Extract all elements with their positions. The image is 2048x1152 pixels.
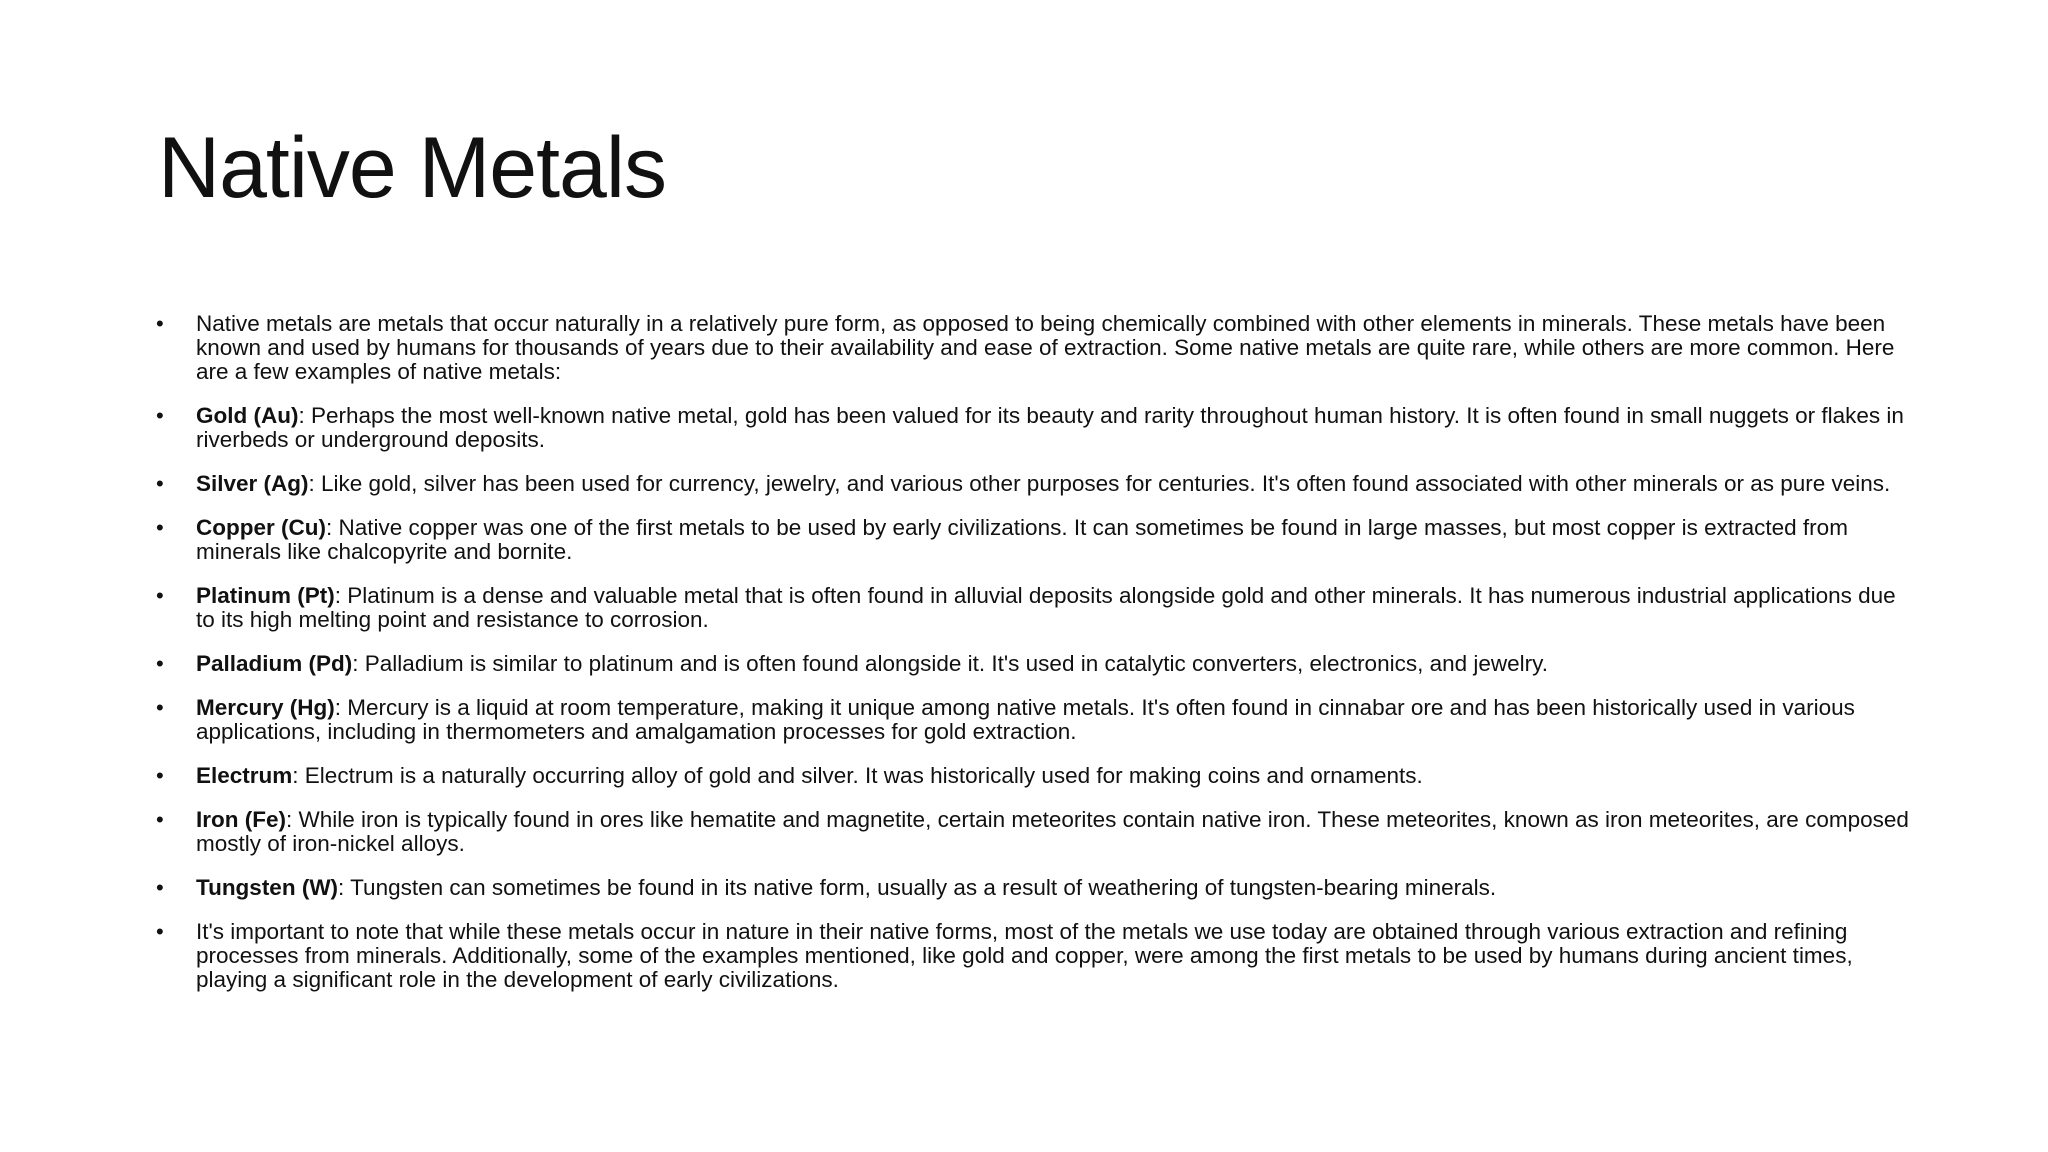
- bullet-glyph: •: [156, 583, 164, 608]
- bullet-item-electrum: [150, 764, 1910, 788]
- bullet-term: Iron (Fe): [196, 807, 286, 832]
- slide-title: Native Metals: [158, 120, 666, 216]
- bullet-text: : Perhaps the most well-known native metal, gold has been valued for its beauty and rarity throughout human history. It is often found in small nuggets or flakes in riverbeds or underground deposits.: [196, 403, 1904, 452]
- bullet-list: [150, 312, 1910, 1012]
- bullet-text: : Mercury is a liquid at room temperature, making it unique among native metals. It's often found in cinnabar ore and has been historically used in various applications, including in thermometers and amalgamation processes for gold extraction.: [196, 695, 1855, 744]
- bullet-text: Native metals are metals that occur naturally in a relatively pure form, as opposed to being chemically combined with other elements in minerals. These metals have been known and used by humans for thousands of years due to their availability and ease of extraction. Some native metals are quite rare, while others are more common. Here are a few examples of native metals:: [196, 311, 1895, 384]
- bullet-text: : Platinum is a dense and valuable metal that is often found in alluvial deposits alongside gold and other minerals. It has numerous industrial applications due to its high melting point and resistance to corrosion.: [196, 583, 1896, 632]
- bullet-glyph: •: [156, 807, 164, 832]
- bullet-item-copper: [150, 516, 1910, 564]
- bullet-term: Silver (Ag): [196, 471, 309, 496]
- bullet-text: : Native copper was one of the first metals to be used by early civilizations. It can sometimes be found in large masses, but most copper is extracted from minerals like chalcopyrite and bornite.: [196, 515, 1848, 564]
- bullet-term: Platinum (Pt): [196, 583, 335, 608]
- bullet-term: Palladium (Pd): [196, 651, 353, 676]
- bullet-glyph: •: [156, 763, 164, 788]
- bullet-item-intro: [150, 312, 1910, 384]
- bullet-term: Copper (Cu): [196, 515, 326, 540]
- bullet-glyph: •: [156, 311, 164, 336]
- bullet-text: : Like gold, silver has been used for currency, jewelry, and various other purposes for centuries. It's often found associated with other minerals or as pure veins.: [308, 471, 1891, 496]
- bullet-item-gold: [150, 404, 1910, 452]
- bullet-item-conclusion: [150, 920, 1910, 992]
- bullet-text: : Electrum is a naturally occurring alloy of gold and silver. It was historically used for making coins and ornaments.: [292, 763, 1423, 788]
- bullet-item-mercury: [150, 696, 1910, 744]
- bullet-item-tungsten: [150, 876, 1910, 900]
- bullet-term: Electrum: [196, 763, 293, 788]
- bullet-glyph: •: [156, 515, 164, 540]
- bullet-text: : Palladium is similar to platinum and is often found alongside it. It's used in catalytic converters, electronics, and jewelry.: [352, 651, 1548, 676]
- bullet-glyph: •: [156, 471, 164, 496]
- bullet-term: Tungsten (W): [196, 875, 339, 900]
- bullet-glyph: •: [156, 919, 164, 944]
- bullet-text: : While iron is typically found in ores like hematite and magnetite, certain meteorites contain native iron. These meteorites, known as iron meteorites, are composed mostly of iron-nickel alloys.: [196, 807, 1909, 856]
- bullet-term: Gold (Au): [196, 403, 299, 428]
- bullet-item-palladium: [150, 652, 1910, 676]
- bullet-term: Mercury (Hg): [196, 695, 335, 720]
- bullet-text: : Tungsten can sometimes be found in its native form, usually as a result of weathering of tungsten-bearing minerals.: [338, 875, 1497, 900]
- bullet-glyph: •: [156, 695, 164, 720]
- bullet-text: It's important to note that while these metals occur in nature in their native forms, most of the metals we use today are obtained through various extraction and refining processes from minerals. Additionally, some of the examples mentioned, like gold and copper, were among the first metals to be used by humans during ancient times, playing a significant role in the development of early civilizations.: [196, 919, 1853, 992]
- bullet-item-silver: [150, 472, 1910, 496]
- bullet-glyph: •: [156, 875, 164, 900]
- bullet-glyph: •: [156, 651, 164, 676]
- bullet-item-platinum: [150, 584, 1910, 632]
- bullet-glyph: •: [156, 403, 164, 428]
- bullet-item-iron: [150, 808, 1910, 856]
